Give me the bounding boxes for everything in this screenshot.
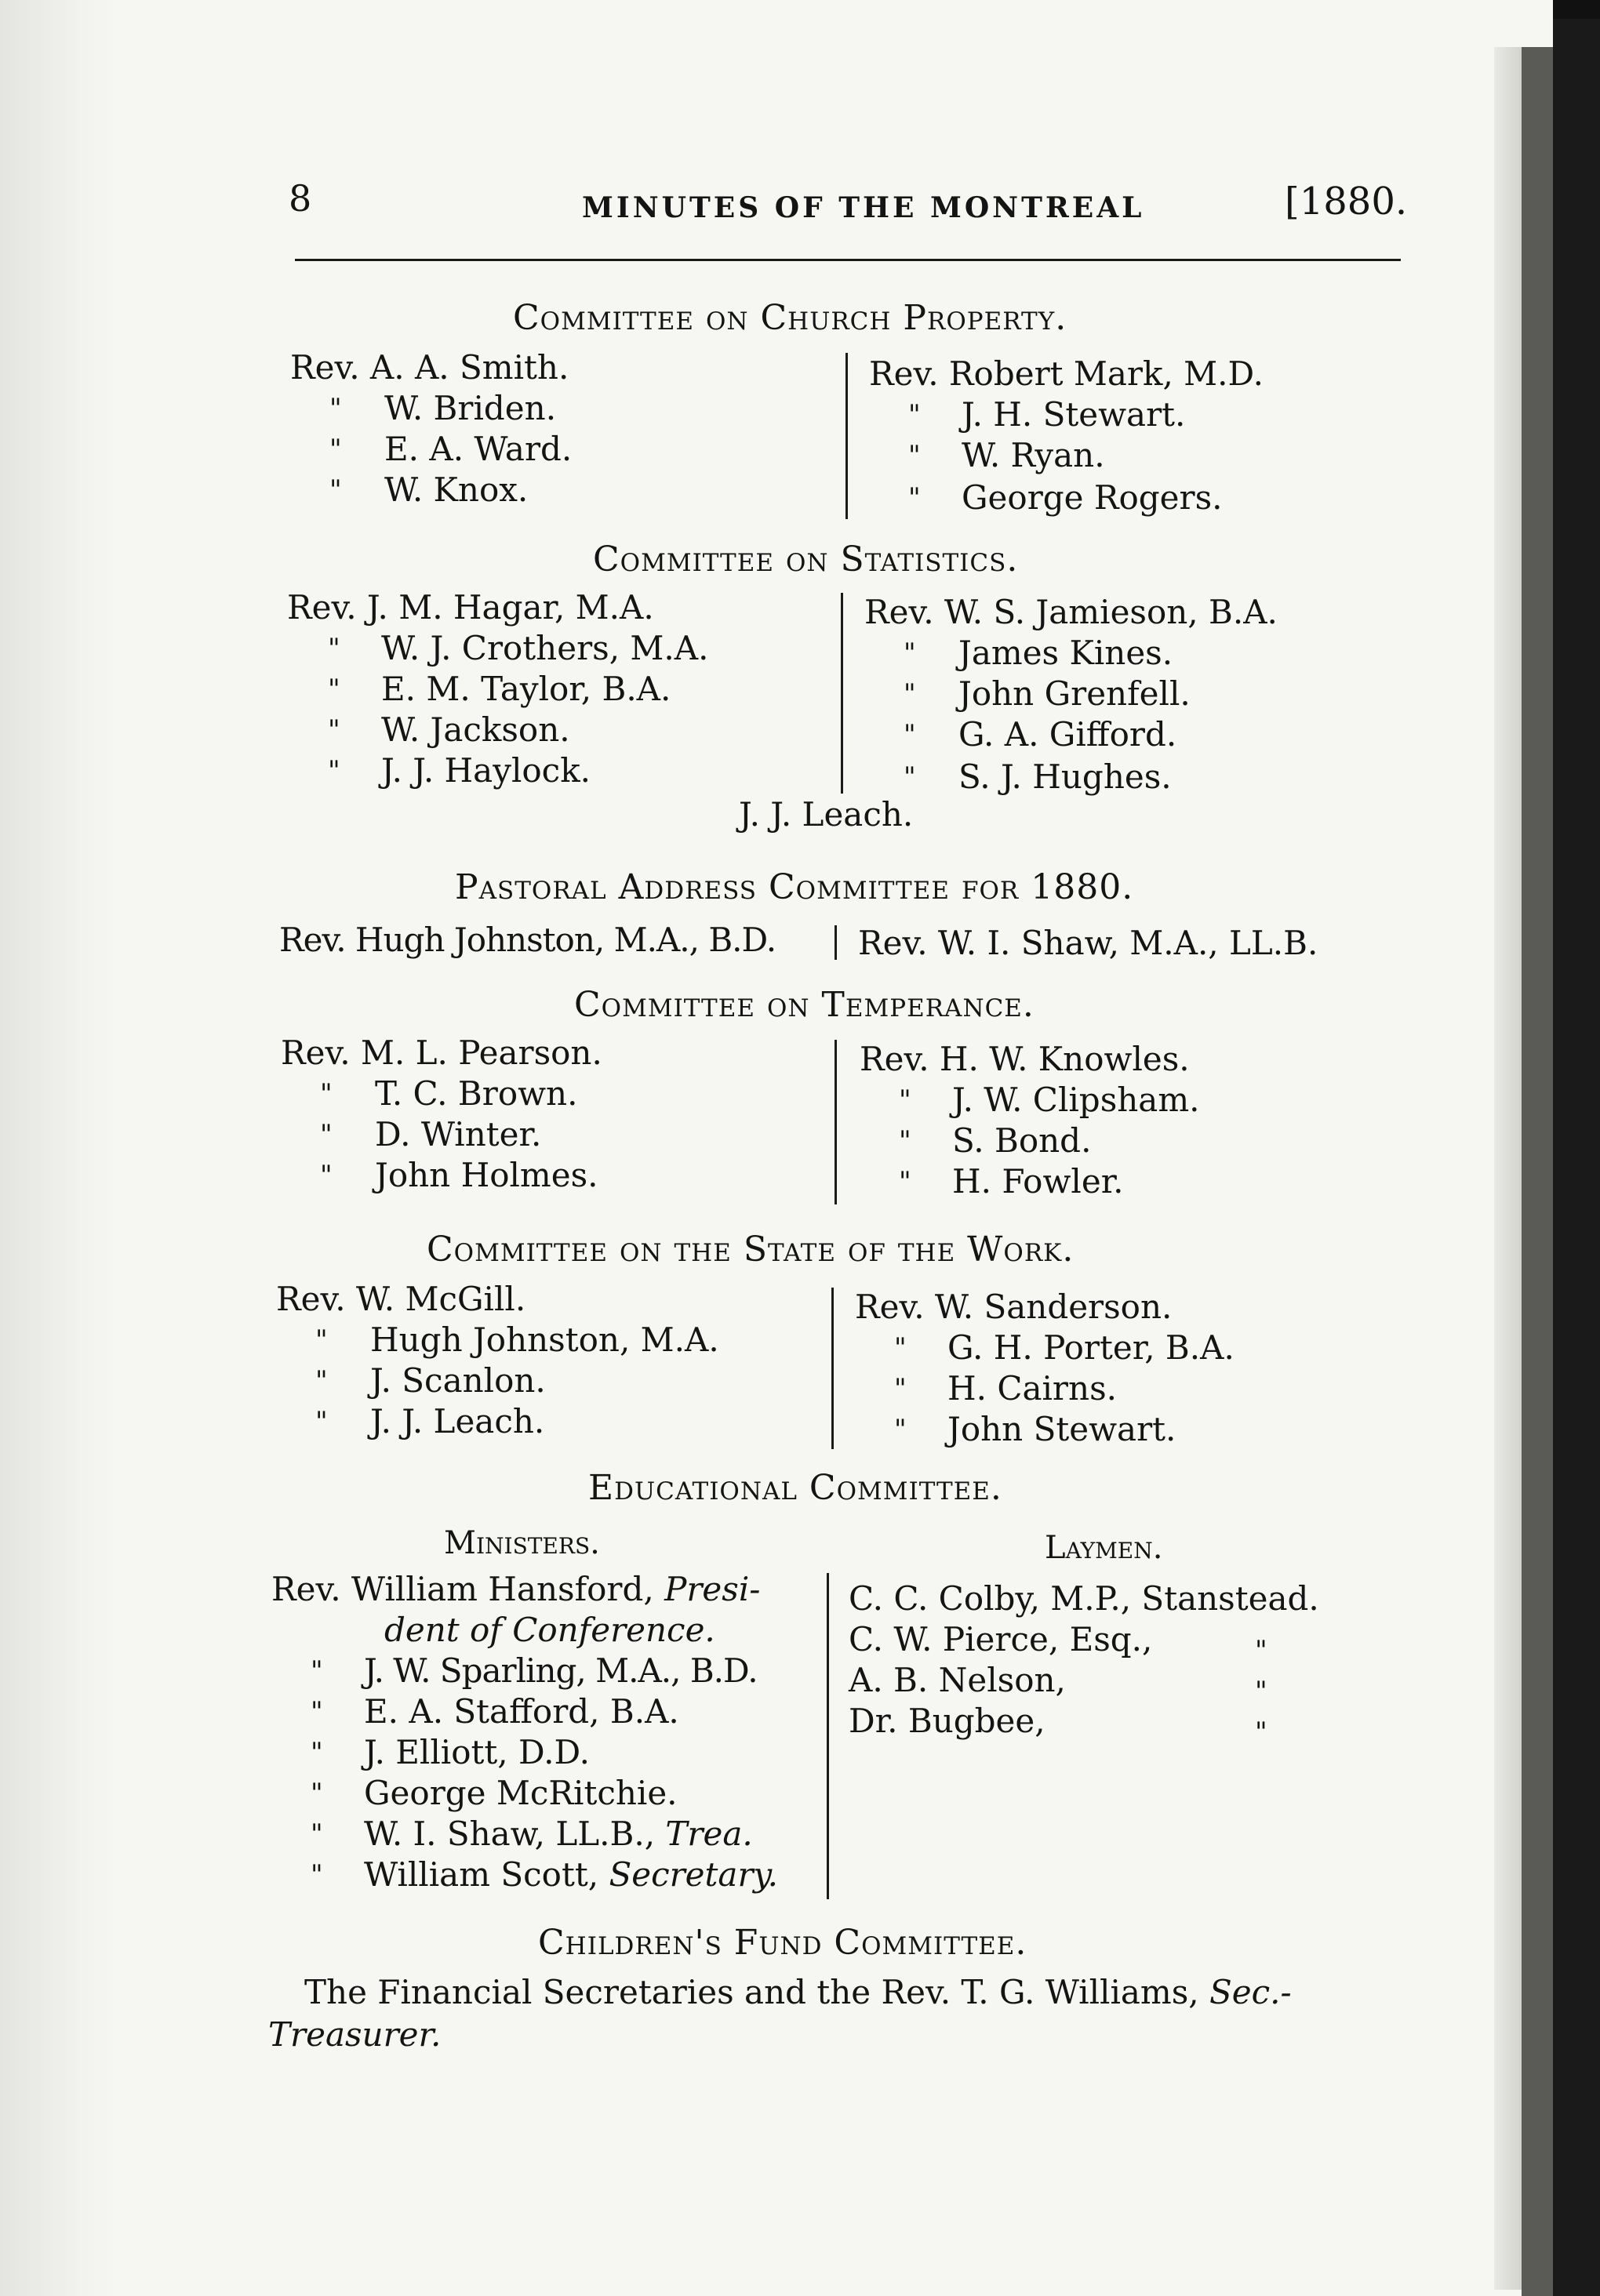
statistics-right-1: Rev. W. S. Jamieson, B.A. [864,593,1278,631]
pastoral-right: Rev. W. I. Shaw, M.A., LL.B. [858,924,1318,962]
statistics-right-3: John Grenfell. [958,674,1191,713]
ditto-mark: " [908,440,921,471]
state-of-work-right-1: Rev. W. Sanderson. [855,1288,1173,1326]
temperance-right-1: Rev. H. W. Knowles. [860,1040,1190,1078]
ditto-mark: " [894,1373,907,1404]
minister-7: William Scott, Secretary. [364,1855,779,1894]
temperance-left-2: T. C. Brown. [375,1074,578,1113]
ditto-mark: " [315,1324,328,1356]
ditto-mark: " [904,761,916,793]
running-title: MINUTES OF THE MONTREAL [582,191,1145,224]
heading-state-of-work: Committee on the State of the Work. [427,1230,1075,1270]
ditto-mark: " [908,399,921,430]
ditto-mark: " [328,755,340,787]
statistics-right-5: S. J. Hughes. [958,757,1172,796]
ditto-mark: " [908,482,921,514]
ditto-mark: " [904,678,916,710]
childrens-fund-role-continued: Treasurer. [268,2015,442,2054]
column-divider [831,1288,834,1449]
statistics-left-3: E. M. Taylor, B.A. [381,670,671,708]
ditto-mark: " [328,633,340,664]
temperance-right-3: S. Bond. [952,1121,1092,1160]
page-gutter-shade [0,0,118,2296]
ditto-mark: " [899,1125,911,1157]
church-property-left-4: W. Knox. [384,470,529,509]
state-of-work-right-4: John Stewart. [947,1410,1176,1448]
ditto-mark: " [1255,1717,1267,1748]
ditto-mark: " [894,1332,907,1364]
church-property-right-4: George Rogers. [962,478,1223,517]
church-property-left-2: W. Briden. [384,389,557,427]
childrens-fund-text: The Financial Secretaries and the Rev. T. G. Williams, Sec.- [304,1973,1292,2011]
page-edge [1522,47,1553,2296]
minister-4: J. Elliott, D.D. [364,1733,591,1771]
statistics-center-member: J. J. Leach. [739,795,914,834]
minister-2: J. W. Sparling, M.A., B.D. [364,1651,758,1690]
church-property-left-3: E. A. Ward. [384,430,573,468]
heading-childrens-fund: Children's Fund Committee. [538,1923,1027,1963]
ditto-mark: " [329,474,342,506]
column-divider [835,1040,837,1204]
heading-pastoral-address: Pastoral Address Committee for 1880. [455,867,1134,907]
temperance-left-4: John Holmes. [375,1156,598,1194]
heading-statistics: Committee on Statistics. [593,539,1019,579]
column-divider [841,593,843,794]
column-divider [835,925,837,960]
temperance-right-4: H. Fowler. [952,1162,1124,1201]
temperance-left-1: Rev. M. L. Pearson. [281,1034,602,1072]
temperance-left-3: D. Winter. [375,1115,542,1153]
minister-1: Rev. William Hansford, Presi- [271,1570,761,1608]
ditto-mark: " [320,1078,333,1110]
heading-church-property: Committee on Church Property. [513,298,1067,338]
ditto-mark: " [328,674,340,705]
statistics-left-2: W. J. Crothers, M.A. [381,629,709,667]
ditto-mark: " [311,1818,323,1850]
minister-1-continued: dent of Conference. [384,1611,715,1649]
column-divider [845,353,848,519]
layman-3: A. B. Nelson, [849,1661,1066,1699]
church-property-left-1: Rev. A. A. Smith. [290,348,569,387]
layman-4: Dr. Bugbee, [849,1702,1045,1740]
state-of-work-left-3: J. Scanlon. [370,1361,546,1400]
ditto-mark: " [1255,1635,1267,1666]
temperance-right-2: J. W. Clipsham. [952,1081,1200,1119]
ditto-mark: " [320,1119,333,1150]
ditto-mark: " [311,1737,323,1768]
church-property-right-3: W. Ryan. [962,436,1105,474]
page-number: 8 [289,177,312,220]
statistics-left-1: Rev. J. M. Hagar, M.A. [287,588,654,627]
layman-2: C. W. Pierce, Esq., [849,1620,1153,1658]
ditto-mark: " [899,1084,911,1116]
ditto-mark: " [1255,1676,1267,1707]
state-of-work-right-3: H. Cairns. [947,1369,1117,1408]
ditto-mark: " [329,434,342,465]
ditto-mark: " [315,1365,328,1397]
state-of-work-left-4: J. J. Leach. [370,1402,545,1440]
ditto-mark: " [904,638,916,669]
ditto-mark: " [328,714,340,746]
header-rule [295,259,1401,261]
column-divider [827,1573,829,1899]
minister-6: W. I. Shaw, LL.B., Trea. [364,1815,753,1853]
ditto-mark: " [894,1414,907,1445]
ditto-mark: " [904,719,916,750]
ditto-mark: " [311,1696,323,1727]
heading-temperance: Committee on Temperance. [574,985,1035,1025]
church-property-right-1: Rev. Robert Mark, M.D. [869,354,1264,393]
laymen-subheading: Laymen. [1045,1530,1163,1566]
minister-3: E. A. Stafford, B.A. [364,1692,679,1731]
state-of-work-left-1: Rev. W. McGill. [276,1280,526,1318]
ditto-mark: " [899,1166,911,1197]
heading-educational: Educational Committee. [588,1468,1002,1508]
ditto-mark: " [329,393,342,424]
minister-5: George McRitchie. [364,1774,678,1812]
statistics-left-5: J. J. Haylock. [381,751,591,790]
statistics-right-2: James Kines. [958,634,1173,672]
ditto-mark: " [311,1859,323,1891]
ditto-mark: " [311,1655,323,1687]
church-property-right-2: J. H. Stewart. [962,395,1186,434]
pastoral-left: Rev. Hugh Johnston, M.A., B.D. [279,921,776,959]
ditto-mark: " [311,1778,323,1809]
page-year: [1880. [1285,180,1408,223]
state-of-work-right-2: G. H. Porter, B.A. [947,1328,1235,1367]
ditto-mark: " [315,1406,328,1437]
layman-1: C. C. Colby, M.P., Stanstead. [849,1579,1319,1618]
ditto-mark: " [320,1160,333,1191]
statistics-left-4: W. Jackson. [381,710,570,749]
state-of-work-left-2: Hugh Johnston, M.A. [370,1321,719,1359]
ministers-subheading: Ministers. [444,1525,600,1561]
statistics-right-4: G. A. Gifford. [958,715,1177,754]
